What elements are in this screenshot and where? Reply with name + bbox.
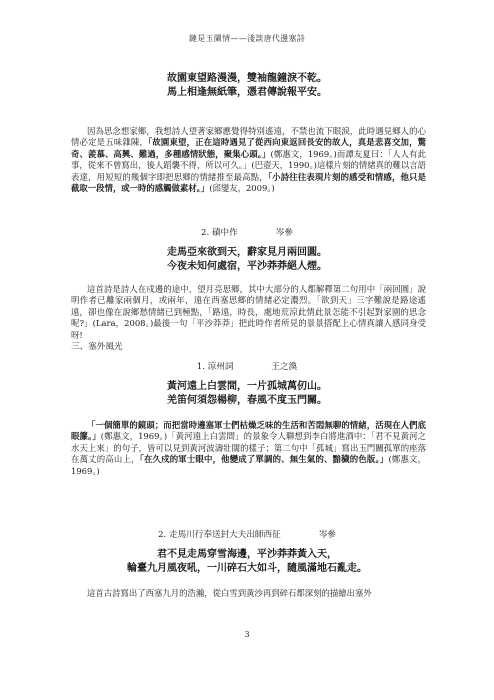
subheading-poem-2 xyxy=(0,226,494,238)
poem-line: 羌笛何須怨楊柳，春風不度玉門關。 xyxy=(167,395,327,406)
subheading-poem-3 xyxy=(0,360,494,372)
poem-block-2 xyxy=(0,246,494,274)
poem-line: 故園東望路漫漫，雙袖龍鐘淚不乾。 xyxy=(167,73,327,84)
bold-quote: 「故園東望，正在這時遇見了從西向東返回長安的故人，真是悲喜交加，驚奇、羨慕、高興、難過，多種感情狀態，聚集心頭。」 xyxy=(71,137,426,159)
paragraph-text: (鄭惠文，1969。)而譚友夏曰：「人人有此事，從來不曾寫出，後人蹈襲不得，所以可久。」(巴壺天，1990。)這樣片刻的情緒真的難以言語表達，用短短的幾個字即把思鄉的情緒推至最高點， xyxy=(71,148,426,182)
poem-author: 王之渙 xyxy=(271,362,298,372)
paragraph-text: 因為思念想家鄉，我想詩人望著家鄉應覺得特別遙遠，不禁也流下眼淚，此時遇見鄉人的心情必定是五味雜陳， xyxy=(71,126,426,148)
paragraph-2: 這首詩是詩人在戍邊的途中，望月亮思鄉，其中大部分的人都解釋第二句用中「兩回圓」說明作者已離家兩個月，或兩年，遠在西塞思鄉的情緒必定濃烈。「欲到天」三字難說是路途遙遠，卻也像在說鄉愁情緒已到極點，「路遠，時長，處地荒涼此情此景怎能不引起對家園的思念呢?」(Lara，2008。)最後一句「平沙莽莽」把此時作者所見的景景搭配上心情真讓人感同身受呀! xyxy=(71,284,426,340)
bold-quote: 「小詩往往表現片刻的感受和情感，他只是截取一段情，或一時的感觸做素材。」 xyxy=(71,171,426,194)
bold-quote: 「在久戍的軍士眼中，他變成了單調的、無生氣的、黯穢的色版。」 xyxy=(139,454,389,465)
poem-line: 走馬亞來欲到天，辭家見月兩回圓。 xyxy=(167,247,327,258)
poem-title: 2. 磧中作 xyxy=(201,228,238,238)
poem-author: 岑參 xyxy=(275,228,293,238)
poem-block-4 xyxy=(0,548,494,576)
paragraph-4: 這首古詩寫出了西塞九月的浩瀚，從白雪到黃沙再到碎石都深刻的描繪出塞外 xyxy=(87,588,372,598)
poem-line: 君不見走馬穿雪海邊，平沙莽莽黃入天， xyxy=(157,549,337,560)
paragraph-3 xyxy=(71,420,426,477)
section-heading: 三、塞外風光 xyxy=(71,342,123,352)
paragraph-text: (邱燮友，2009。) xyxy=(209,183,275,194)
poem-line: 馬上相逢無紙筆，憑君傳說報平安。 xyxy=(167,87,327,98)
bold-quote: 「一個簡單的鏡頭；而把當時邊塞軍士們枯燥乏味的生活和苦悶無聊的情緒，活現在人們底眼簾。」 xyxy=(71,420,426,442)
running-header: 鏈是玉闌情——淺談唐代邊塞詩 xyxy=(188,34,306,43)
subheading-poem-4 xyxy=(0,528,494,540)
poem-block-3 xyxy=(0,380,494,408)
poem-line: 黃河遠上白雲間，一片孤城萬仞山。 xyxy=(167,381,327,392)
poem-title: 2. 走馬川行奉送封大夫出師西征 xyxy=(158,530,281,540)
paragraph-text: (鄭惠文，1969。)「黃河遠上白雲間」的景象令人聯想到李白將進酒中：「君不見黃河之水天上來」的句子，皆可以見到黃河波濤壯闊的樣子；第二句中「孤城」寫出玉門關孤單的座落在萬丈的高山上， xyxy=(71,431,426,465)
poem-line: 輪臺九月風夜吼，一川碎石大如斗，隨風滿地石亂走。 xyxy=(127,563,367,574)
paragraph-text: (鄭惠文，1969。) xyxy=(71,454,427,476)
poem-block-1 xyxy=(0,72,494,100)
poem-line: 今夜未知何處宿，平沙莽莽絕人煙。 xyxy=(167,261,327,272)
paragraph-1 xyxy=(71,126,426,194)
page-number: 3 xyxy=(244,630,250,639)
poem-title: 1. 涼州詞 xyxy=(196,362,234,372)
poem-author: 岑參 xyxy=(318,530,336,540)
